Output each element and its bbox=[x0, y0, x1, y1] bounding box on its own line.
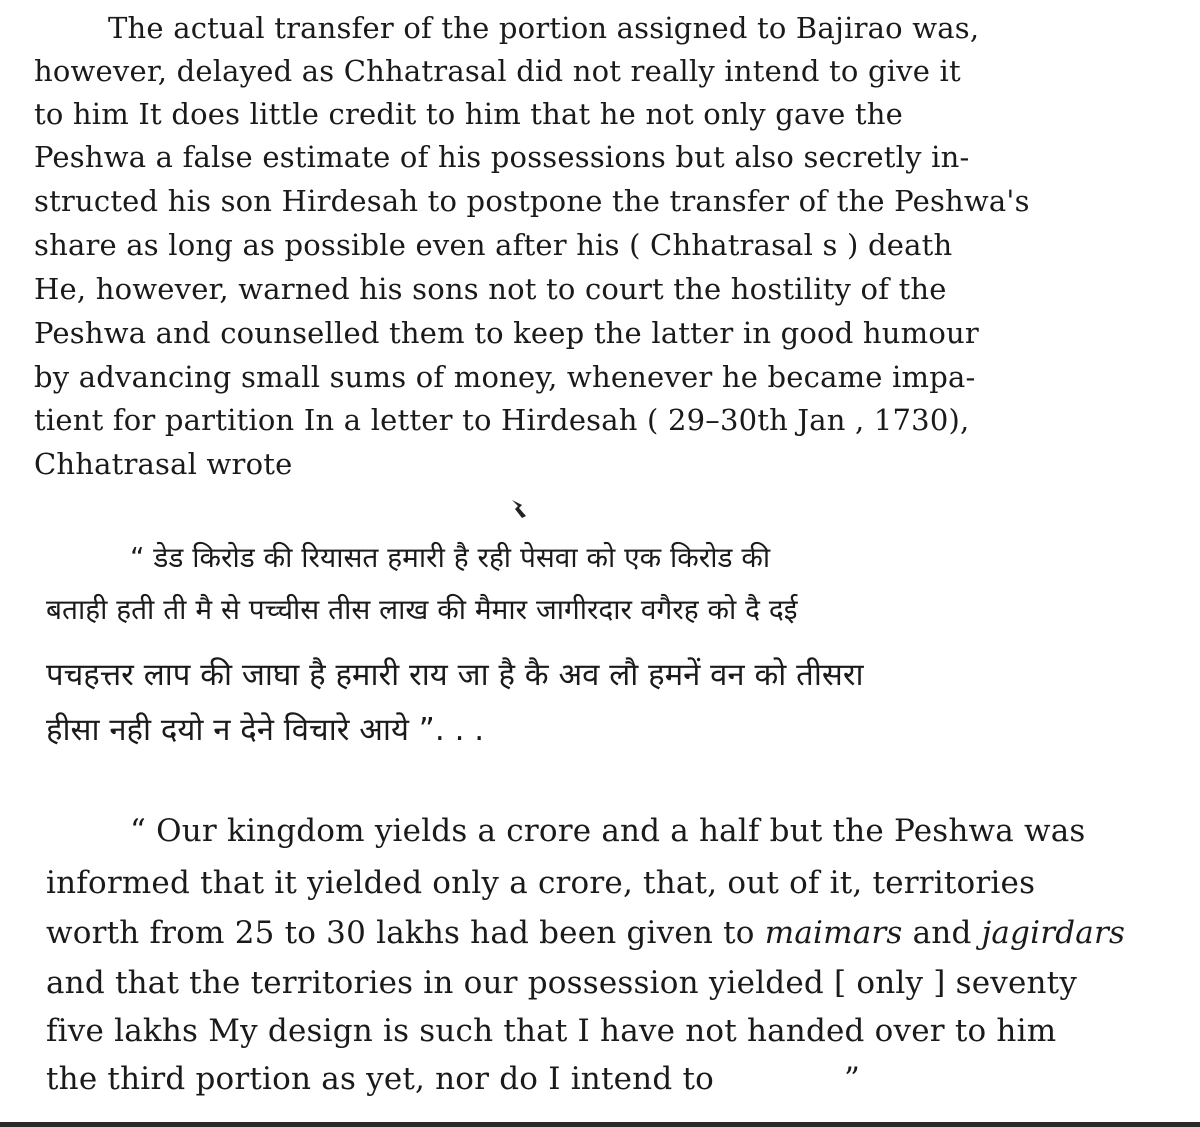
hindi-line: “ डेड किरोड की रियासत हमारी है रही पेसवा को एक किरोड की bbox=[130, 541, 771, 574]
italic-term-jagirdars: jagirdars bbox=[981, 915, 1126, 951]
italic-term-maimars: maimars bbox=[764, 915, 903, 951]
hindi-line: पचहत्तर लाप की जाघा है हमारी राय जा है कै अव लौ हमनें वन को तीसरा bbox=[46, 657, 864, 693]
page-bottom-edge bbox=[0, 1122, 1200, 1127]
translation-line: five lakhs My design is such that I have not handed over to him bbox=[46, 1013, 1057, 1049]
hindi-line: हीसा नही दयो न देने विचारे आये ”. . . bbox=[46, 712, 485, 748]
translation-line bbox=[46, 1061, 861, 1097]
translation-line: and that the territories in our possession yielded [ only ] seventy bbox=[46, 965, 1078, 1001]
closing-quote: ” bbox=[844, 1061, 861, 1097]
translation-text: worth from 25 to 30 lakhs had been given to bbox=[46, 915, 755, 951]
text-line: by advancing small sums of money, whenever he became impa- bbox=[34, 360, 976, 394]
translation-line bbox=[46, 915, 1126, 951]
text-line: Peshwa a false estimate of his possessions but also secretly in- bbox=[34, 140, 970, 174]
translation-text: the third portion as yet, nor do I intend to bbox=[46, 1061, 714, 1097]
text-line: He, however, warned his sons not to court the hostility of the bbox=[34, 272, 947, 306]
connector-word: and bbox=[912, 915, 972, 951]
text-line: however, delayed as Chhatrasal did not really intend to give it bbox=[34, 54, 961, 88]
text-line: tient for partition In a letter to Hirdesah ( 29–30th Jan , 1730), bbox=[34, 403, 970, 437]
text-line: to him It does little credit to him that he not only gave the bbox=[34, 97, 903, 131]
text-line: Peshwa and counselled them to keep the latter in good humour bbox=[34, 316, 979, 350]
hindi-line: बताही हती ती मै से पच्चीस तीस लाख की मैमार जागीरदार वगैरह को दै दई bbox=[46, 593, 798, 626]
translation-line: informed that it yielded only a crore, that, out of it, territories bbox=[46, 865, 1036, 901]
text-line: structed his son Hirdesah to postpone the transfer of the Peshwa's bbox=[34, 184, 1030, 218]
text-line: The actual transfer of the portion assigned to Bajirao was, bbox=[108, 11, 980, 45]
text-line: share as long as possible even after his ( Chhatrasal s ) death bbox=[34, 228, 953, 262]
ink-mark-icon bbox=[508, 496, 530, 522]
text-line: Chhatrasal wrote bbox=[34, 447, 293, 481]
translation-line: “ Our kingdom yields a crore and a half but the Peshwa was bbox=[130, 813, 1086, 849]
